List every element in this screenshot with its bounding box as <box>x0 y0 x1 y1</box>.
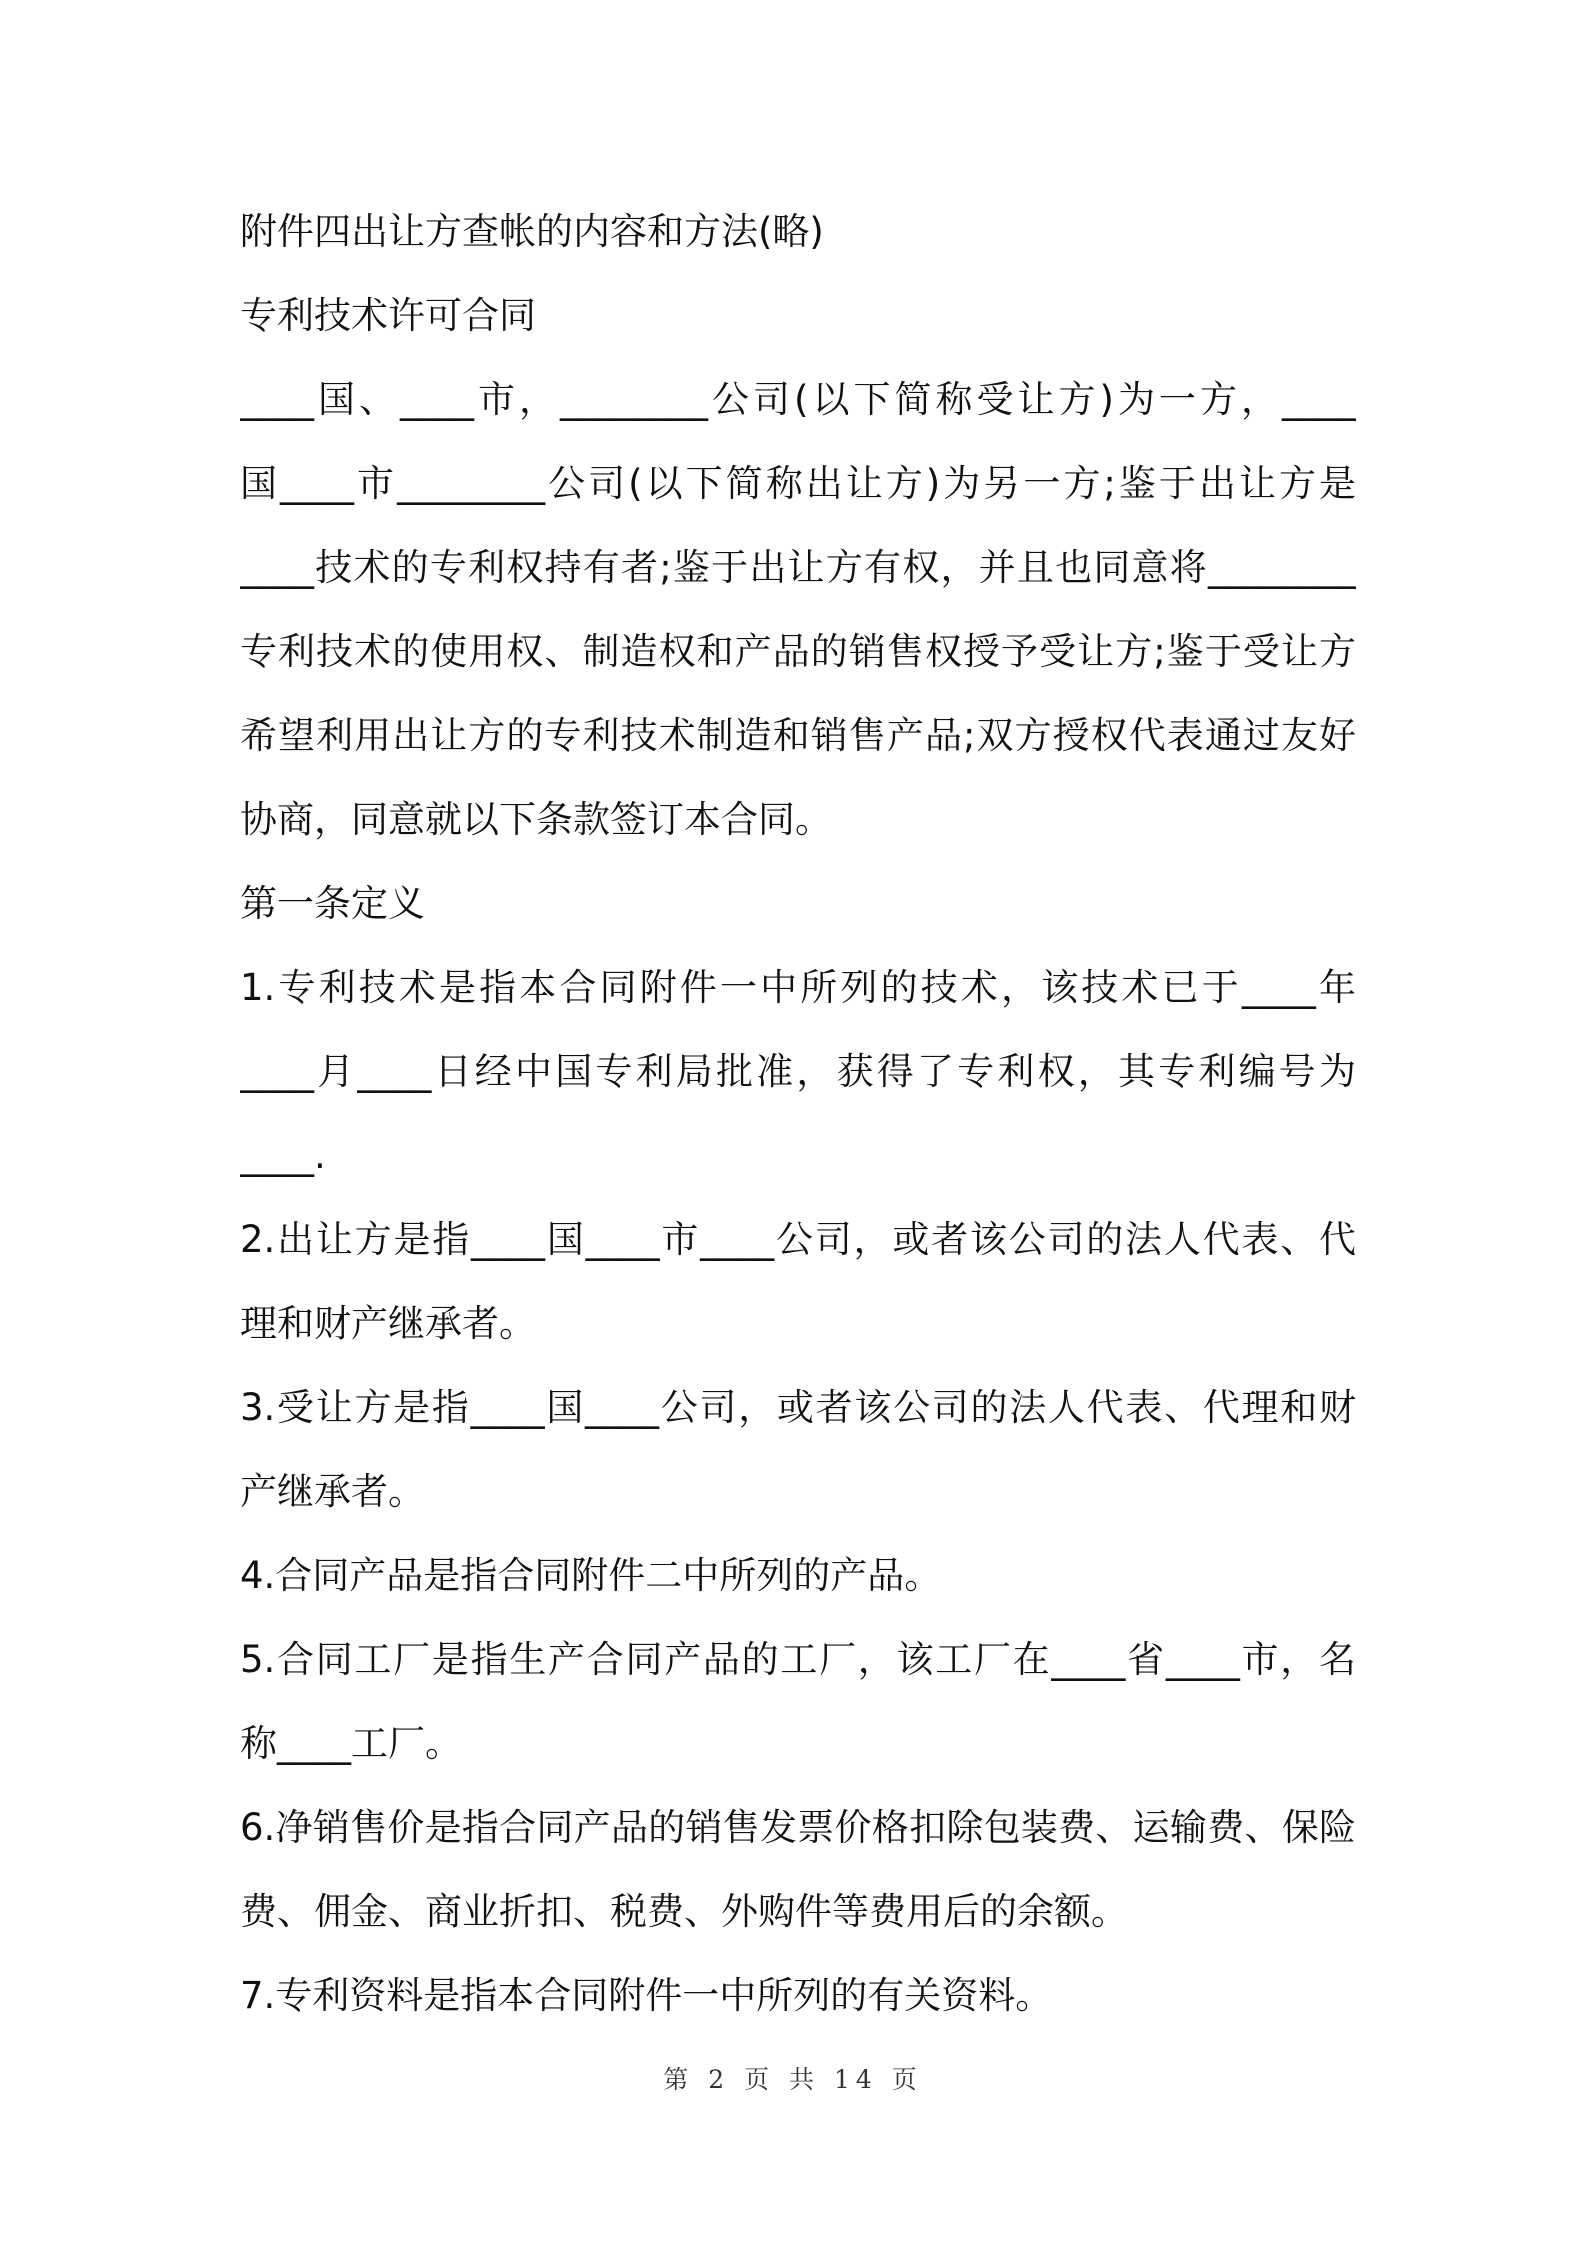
contract-title: 专利技术许可合同 <box>240 294 536 337</box>
clause-line: 6.净销售价是指合同产品的销售发票价格扣除包装费、运输费、保险 <box>240 1806 1356 1849</box>
clause-line: 4.合同产品是指合同附件二中所列的产品。 <box>240 1554 942 1597</box>
preamble-line: ____国、____市，________公司(以下简称受让方)为一方，____ <box>240 378 1356 421</box>
clause-line: 产继承者。 <box>240 1470 425 1513</box>
clause-line: 理和财产继承者。 <box>240 1302 536 1345</box>
clause-line: 5.合同工厂是指生产合同产品的工厂，该工厂在____省____市，名 <box>240 1638 1356 1681</box>
clause-line: 3.受让方是指____国____公司，或者该公司的法人代表、代理和财 <box>240 1386 1356 1429</box>
clause-line: 费、佣金、商业折扣、税费、外购件等费用后的余额。 <box>240 1890 1128 1933</box>
article-heading: 第一条定义 <box>240 882 425 925</box>
clause-line: 7.专利资料是指本合同附件一中所列的有关资料。 <box>240 1974 1053 2017</box>
clause-line: 1.专利技术是指本合同附件一中所列的技术，该技术已于____年 <box>240 966 1356 1009</box>
preamble-line: ____技术的专利权持有者;鉴于出让方有权，并且也同意将________ <box>240 546 1356 589</box>
preamble-line: 专利技术的使用权、制造权和产品的销售权授予受让方;鉴于受让方 <box>240 630 1356 673</box>
preamble-line: 协商，同意就以下条款签订本合同。 <box>240 798 832 841</box>
document-body <box>240 190 1356 2038</box>
preamble-line: 国____市________公司(以下简称出让方)为另一方;鉴于出让方是 <box>240 462 1356 505</box>
preamble-line: 希望利用出让方的专利技术制造和销售产品;双方授权代表通过友好 <box>240 714 1356 757</box>
clause-line: ____月____日经中国专利局批准，获得了专利权，其专利编号为 <box>240 1050 1356 1093</box>
attachment-heading: 附件四出让方查帐的内容和方法(略) <box>240 210 824 253</box>
clause-line: ____. <box>240 1134 326 1177</box>
page-number-footer: 第 2 页 共 14 页 <box>663 2065 923 2094</box>
clause-line: 2.出让方是指____国____市____公司，或者该公司的法人代表、代 <box>240 1218 1356 1261</box>
clause-line: 称____工厂。 <box>240 1722 462 1765</box>
